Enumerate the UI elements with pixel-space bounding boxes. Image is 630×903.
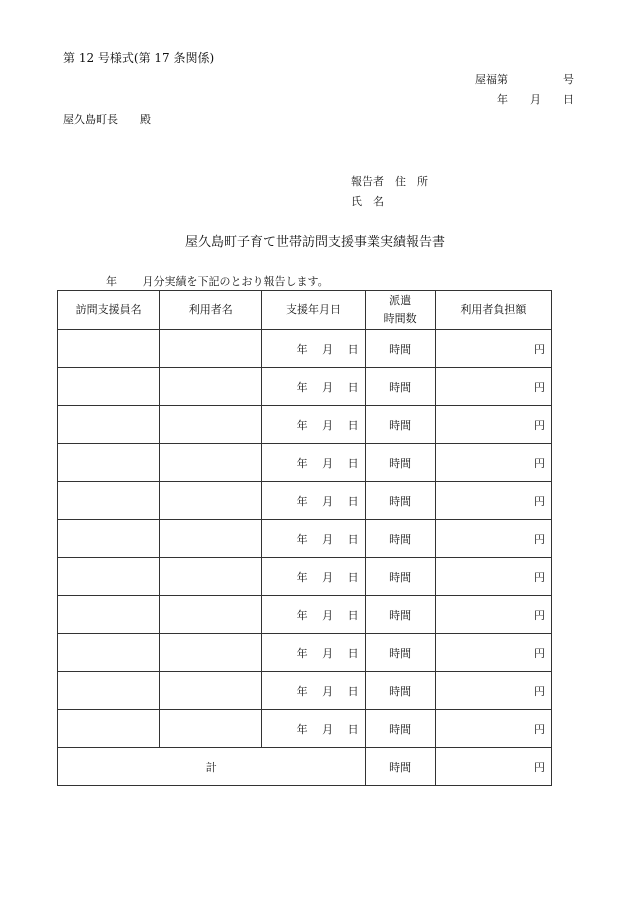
hours-cell[interactable]: 時間 [365, 444, 435, 482]
user-cell[interactable] [160, 634, 262, 672]
table-row [58, 368, 552, 406]
hours-cell[interactable]: 時間 [365, 558, 435, 596]
table-row [58, 672, 552, 710]
date-cell[interactable]: 年 月 日 [262, 558, 365, 596]
header-date: 支援年月日 [262, 291, 365, 330]
hours-cell[interactable]: 時間 [365, 520, 435, 558]
fee-cell[interactable]: 円 [435, 520, 551, 558]
hours-cell[interactable]: 時間 [365, 330, 435, 368]
hours-cell[interactable]: 時間 [365, 596, 435, 634]
date-cell[interactable]: 年 月 日 [262, 482, 365, 520]
table-row [58, 330, 552, 368]
hours-cell[interactable]: 時間 [365, 672, 435, 710]
staff-cell[interactable] [58, 520, 160, 558]
fee-cell[interactable]: 円 [435, 368, 551, 406]
staff-cell[interactable] [58, 672, 160, 710]
fee-cell[interactable]: 円 [435, 444, 551, 482]
date-cell[interactable]: 年 月 日 [262, 444, 365, 482]
reporter-address-label: 報告者 住 所 [351, 175, 428, 188]
user-cell[interactable] [160, 368, 262, 406]
fee-cell[interactable]: 円 [435, 634, 551, 672]
table-header-row [58, 291, 552, 330]
table-row [58, 406, 552, 444]
date-cell[interactable]: 年 月 日 [262, 596, 365, 634]
staff-cell[interactable] [58, 482, 160, 520]
table-row [58, 634, 552, 672]
staff-cell[interactable] [58, 634, 160, 672]
fee-cell[interactable]: 円 [435, 330, 551, 368]
date-cell[interactable]: 年 月 日 [262, 520, 365, 558]
fee-cell[interactable]: 円 [435, 710, 551, 748]
table-row [58, 710, 552, 748]
user-cell[interactable] [160, 406, 262, 444]
hours-cell[interactable]: 時間 [365, 482, 435, 520]
table-row [58, 558, 552, 596]
document-title: 屋久島町子育て世帯訪問支援事業実績報告書 [184, 235, 445, 250]
staff-cell[interactable] [58, 406, 160, 444]
user-cell[interactable] [160, 710, 262, 748]
total-row [58, 748, 552, 786]
date-cell[interactable]: 年 月 日 [262, 406, 365, 444]
table-row [58, 520, 552, 558]
fee-cell[interactable]: 円 [435, 558, 551, 596]
header-hours: 派遣 時間数 [365, 291, 435, 330]
header-staff: 訪問支援員名 [58, 291, 160, 330]
staff-cell[interactable] [58, 368, 160, 406]
header-fee: 利用者負担額 [435, 291, 551, 330]
total-fee[interactable]: 円 [435, 748, 551, 786]
user-cell[interactable] [160, 520, 262, 558]
report-table [57, 290, 552, 786]
reporter-name-label: 氏 名 [351, 195, 384, 208]
staff-cell[interactable] [58, 330, 160, 368]
staff-cell[interactable] [58, 596, 160, 634]
addressee: 屋久島町長 殿 [63, 113, 151, 126]
table-row [58, 482, 552, 520]
user-cell[interactable] [160, 482, 262, 520]
fee-cell[interactable]: 円 [435, 672, 551, 710]
header-user: 利用者名 [160, 291, 262, 330]
fee-cell[interactable]: 円 [435, 482, 551, 520]
fee-cell[interactable]: 円 [435, 596, 551, 634]
hours-cell[interactable]: 時間 [365, 634, 435, 672]
hours-cell[interactable]: 時間 [365, 406, 435, 444]
user-cell[interactable] [160, 558, 262, 596]
staff-cell[interactable] [58, 558, 160, 596]
total-hours[interactable]: 時間 [365, 748, 435, 786]
hours-cell[interactable]: 時間 [365, 710, 435, 748]
issue-date: 年 月 日 [497, 93, 574, 106]
table-row [58, 444, 552, 482]
form-number: 第 12 号様式(第 17 条関係) [63, 51, 215, 65]
date-cell[interactable]: 年 月 日 [262, 710, 365, 748]
table-row [58, 596, 552, 634]
fee-cell[interactable]: 円 [435, 406, 551, 444]
total-label: 計 [58, 748, 366, 786]
staff-cell[interactable] [58, 444, 160, 482]
hours-cell[interactable]: 時間 [365, 368, 435, 406]
date-cell[interactable]: 年 月 日 [262, 672, 365, 710]
reference-number: 屋福第 号 [475, 73, 574, 86]
date-cell[interactable]: 年 月 日 [262, 330, 365, 368]
date-cell[interactable]: 年 月 日 [262, 634, 365, 672]
user-cell[interactable] [160, 596, 262, 634]
staff-cell[interactable] [58, 710, 160, 748]
date-cell[interactable]: 年 月 日 [262, 368, 365, 406]
intro-text: 年 月分実績を下記のとおり報告します。 [106, 275, 329, 288]
user-cell[interactable] [160, 672, 262, 710]
user-cell[interactable] [160, 444, 262, 482]
user-cell[interactable] [160, 330, 262, 368]
